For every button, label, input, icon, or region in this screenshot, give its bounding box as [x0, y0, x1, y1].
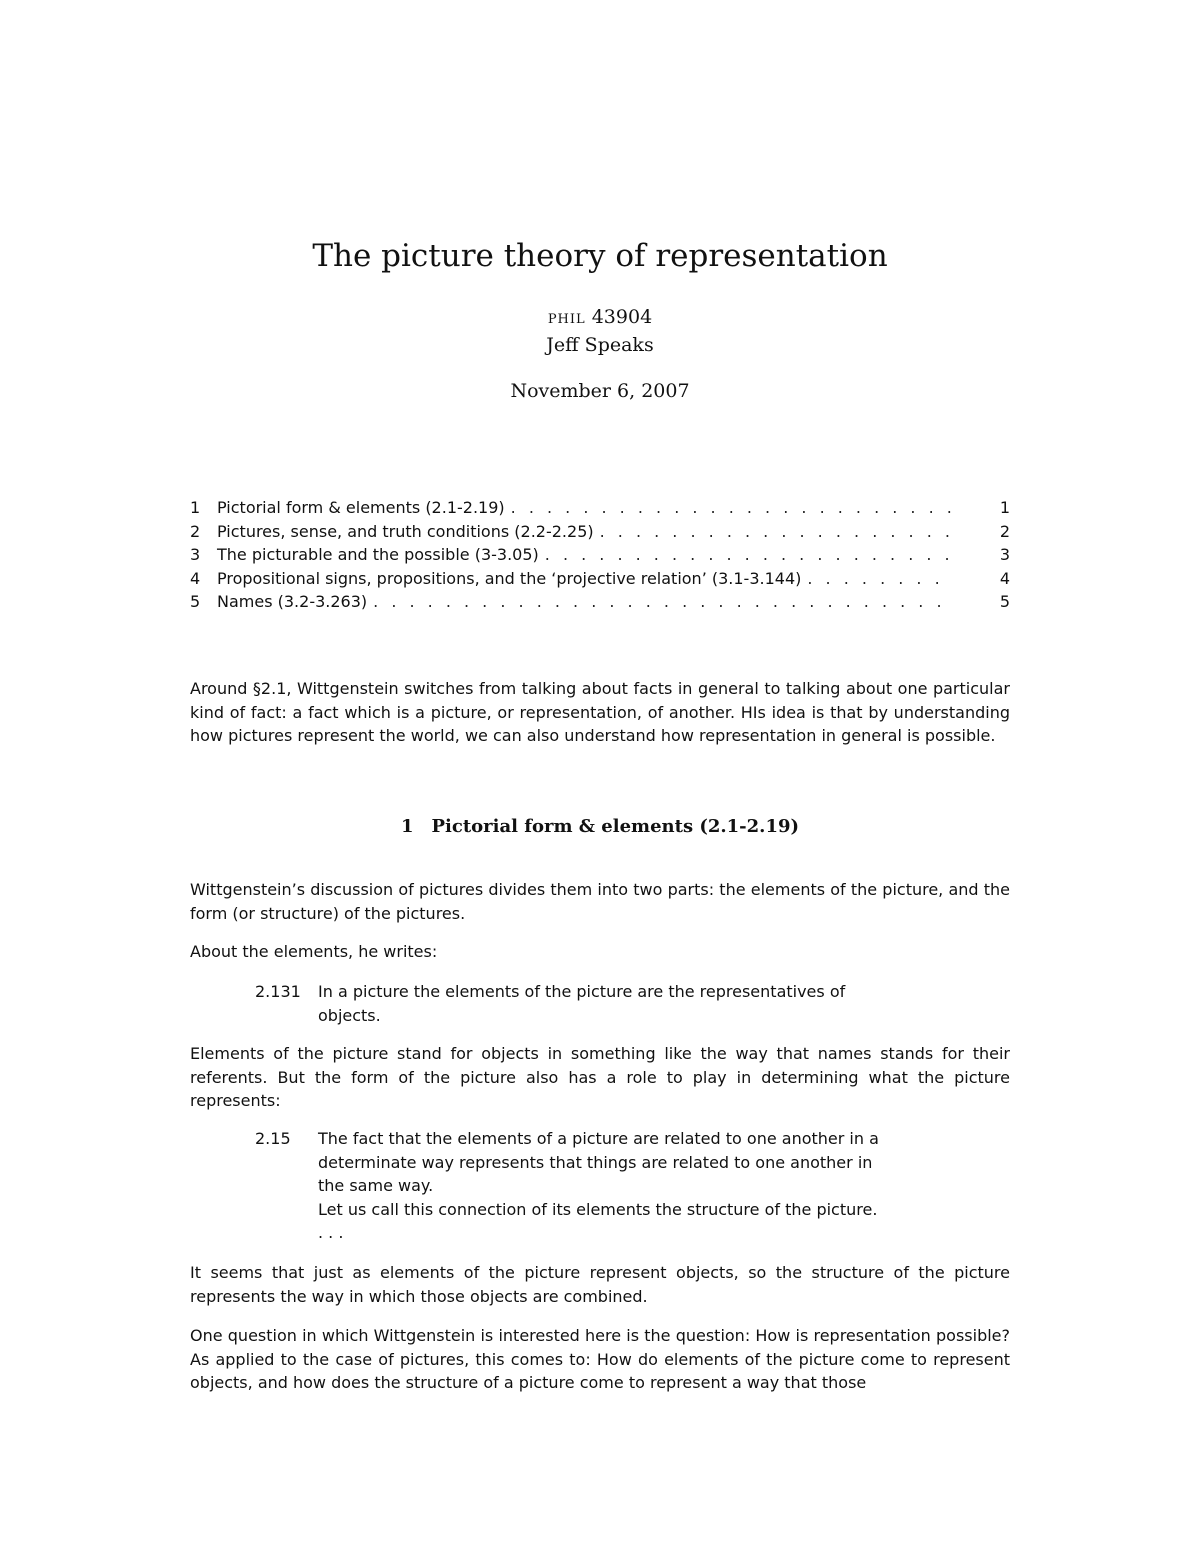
toc-entry-title: Propositional signs, propositions, and the ‘projective relation’ (3.1-3.144): [217, 568, 802, 588]
block-quote: [255, 980, 880, 1027]
block-quote: [255, 1127, 880, 1245]
document-title: The picture theory of representation: [312, 238, 888, 274]
toc-entry-number: 4: [190, 568, 201, 588]
body-paragraph: It seems that just as elements of the picture represent objects, so the structure of the picture represents the way in which those objects are combined.: [190, 1263, 1010, 1306]
toc-entry-page: 3: [999, 545, 1010, 564]
toc-entry-page: 2: [999, 521, 1010, 541]
quote-text: [318, 980, 880, 1027]
toc-entry-page: 5: [999, 592, 1010, 611]
course-line: [0, 306, 1200, 328]
quote-text: [318, 1127, 880, 1245]
section-number: 1: [400, 816, 414, 837]
toc-entry-title: Pictorial form & elements (2.1-2.19): [217, 498, 505, 517]
toc-entry-number: 1: [190, 498, 201, 517]
toc-entry-title: Names (3.2-3.263): [217, 592, 368, 611]
toc-dot-leader: [545, 545, 954, 564]
toc-entry-page: 1: [999, 498, 1010, 517]
toc-dot-leader: [373, 592, 954, 611]
course-prefix: phil: [547, 306, 586, 328]
toc-entry[interactable]: [190, 498, 1010, 522]
toc-dot-leader: [807, 569, 954, 588]
toc-entry[interactable]: [190, 522, 1010, 546]
toc-entry-number: 2: [190, 521, 201, 541]
toc-entry[interactable]: [190, 592, 1010, 616]
section-title: Pictorial form & elements (2.1-2.19): [431, 816, 800, 837]
body-paragraph: One question in which Wittgenstein is interested here is the question: How is representation possible? As applied to the case of pictures, this comes to: How do elements of the picture come to represent objects, and how does the structure of a picture come to represent a way that those: [190, 1326, 1010, 1392]
toc-entry-number: 3: [190, 545, 201, 564]
author-name: Jeff Speaks: [546, 334, 654, 356]
table-of-contents: [190, 498, 1010, 616]
quote-paragraph: Let us call this connection of its elements the structure of the picture. . . .: [318, 1199, 878, 1242]
body-paragraph: Wittgenstein’s discussion of pictures divides them into two parts: the elements of the picture, and the form (or structure) of the pictures.: [190, 880, 1010, 923]
toc-entry[interactable]: [190, 569, 1010, 593]
toc-dot-leader: [600, 522, 954, 541]
document-date: November 6, 2007: [510, 380, 690, 402]
course-number: 43904: [591, 306, 653, 328]
intro-paragraph: Around §2.1, Wittgenstein switches from talking about facts in general to talking about one particular kind of fact: a fact which is a picture, or representation, of another. HIs idea is that by understanding how pictures represent the world, we can also understand how representation in general is possible.: [190, 679, 1010, 745]
toc-entry[interactable]: [190, 545, 1010, 569]
toc-entry-title: The picturable and the possible (3-3.05): [217, 545, 539, 564]
section-heading: [0, 816, 1200, 837]
quote-number: 2.15: [255, 1129, 291, 1148]
quote-paragraph: The fact that the elements of a picture are related to one another in a determinate way represents that things are related to one another in the same way.: [318, 1129, 879, 1195]
toc-entry-title: Pictures, sense, and truth conditions (2.2-2.25): [217, 521, 594, 541]
quote-number: 2.131: [255, 982, 301, 1001]
body-paragraph: Elements of the picture stand for objects in something like the way that names stands for their referents. But the form of the picture also has a role to play in determining what the picture represents:: [190, 1044, 1010, 1110]
toc-entry-page: 4: [999, 568, 1010, 588]
quote-paragraph: In a picture the elements of the picture are the representatives of objects.: [318, 982, 846, 1025]
toc-dot-leader: [511, 498, 954, 517]
body-paragraph: About the elements, he writes:: [190, 942, 438, 961]
toc-entry-number: 5: [190, 592, 201, 611]
